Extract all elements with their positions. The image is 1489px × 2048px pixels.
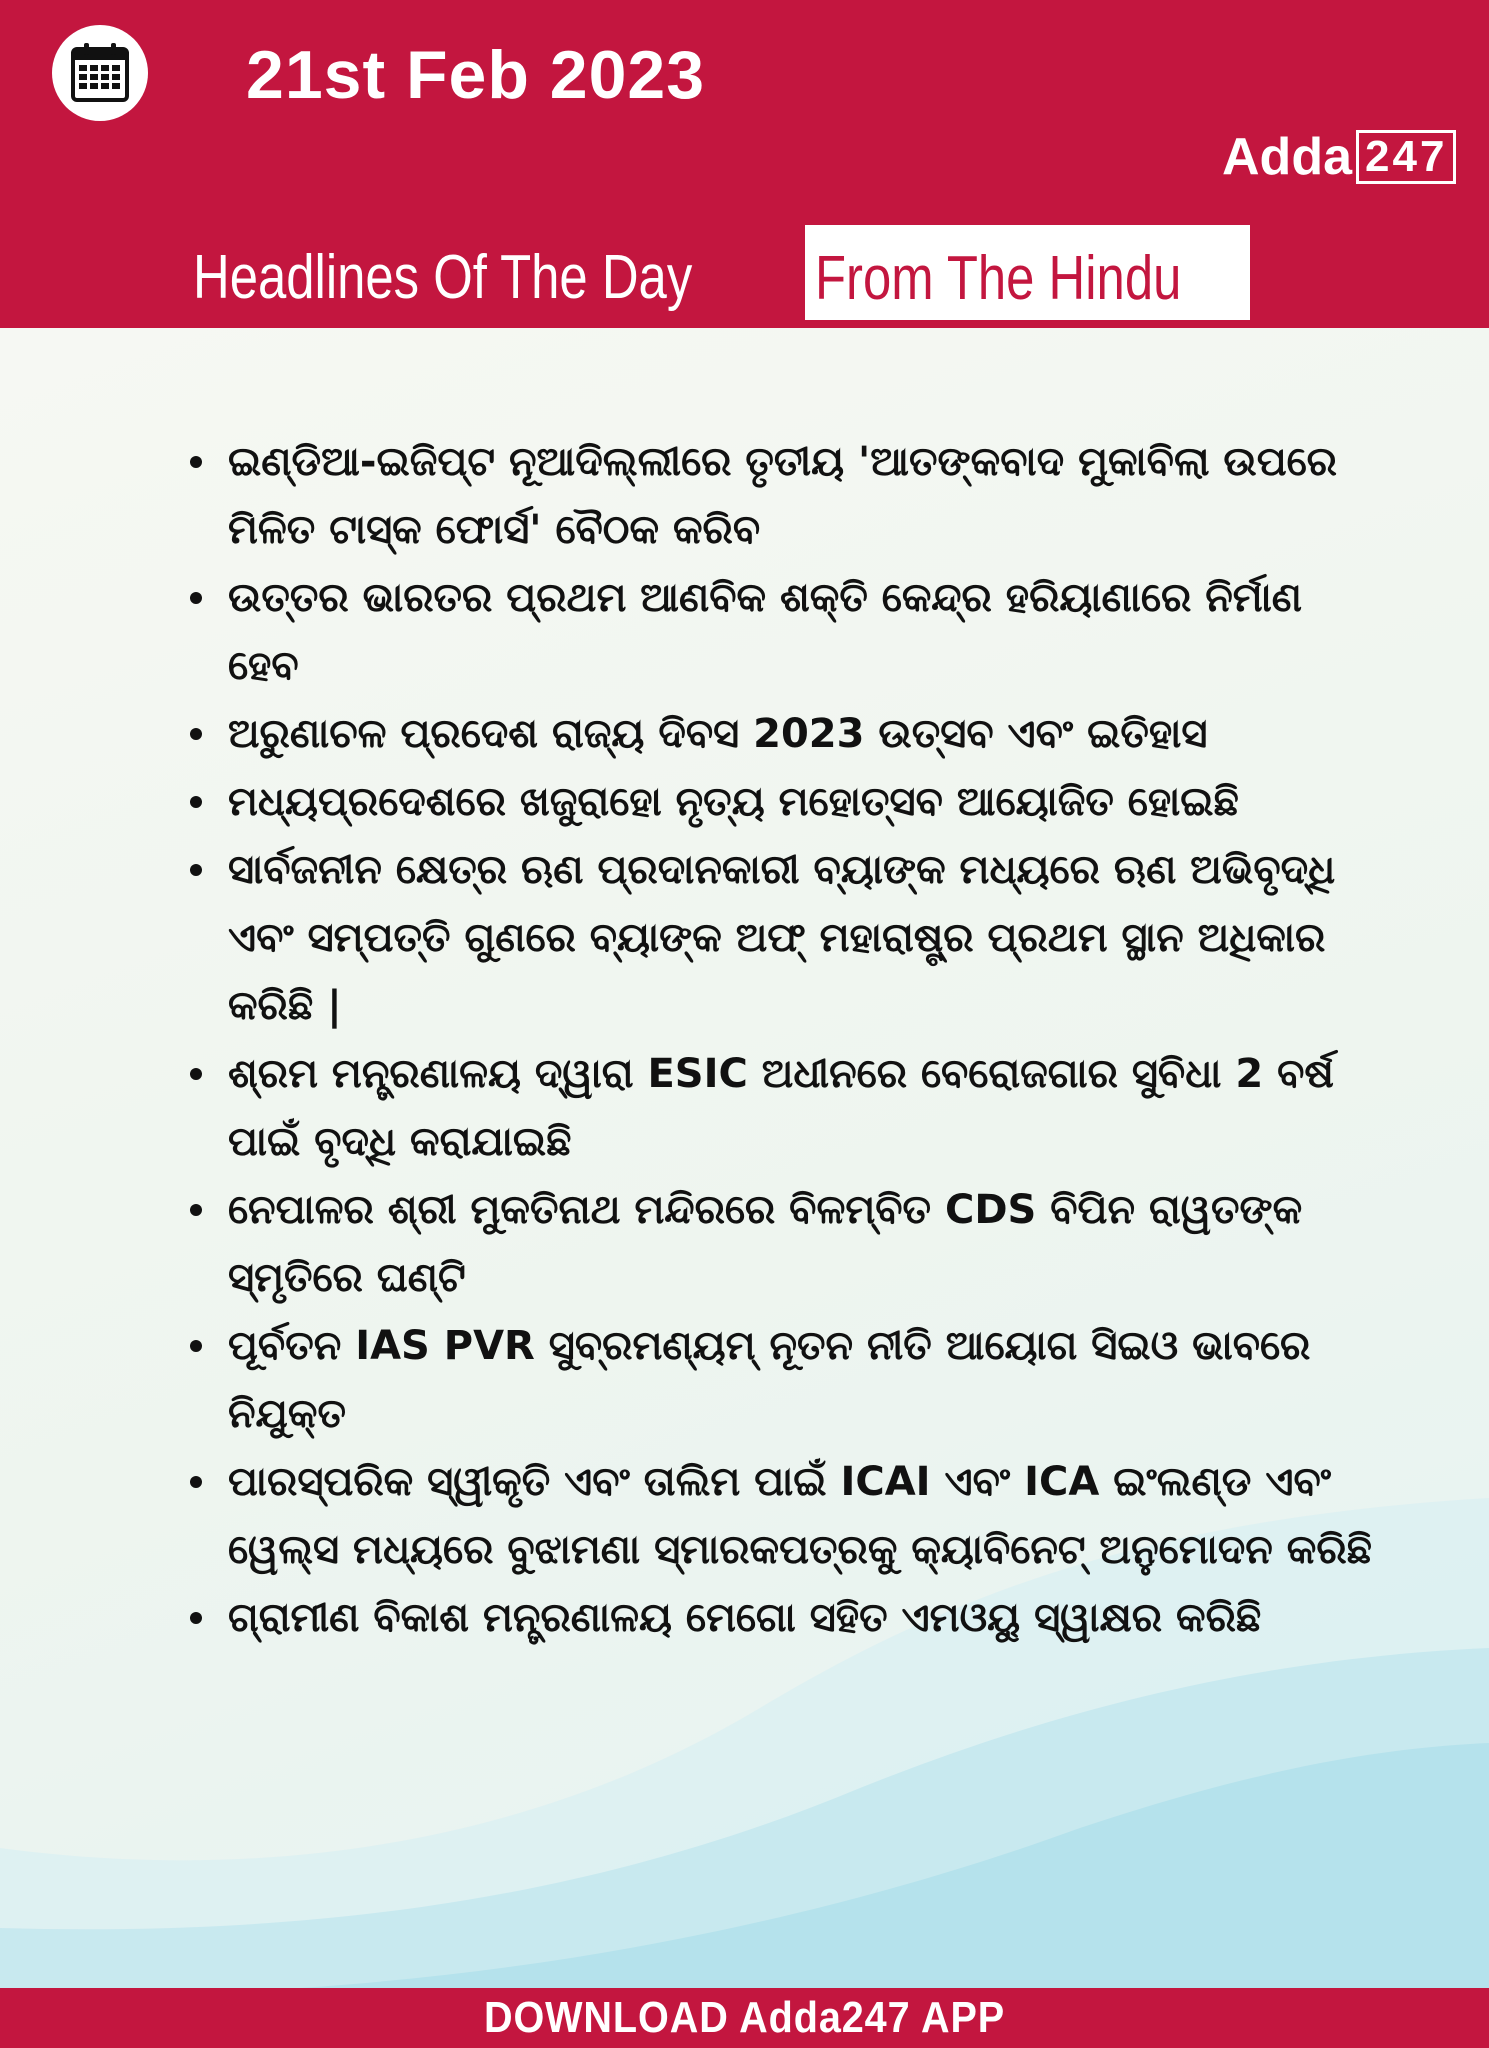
date-label: 21st Feb 2023 xyxy=(246,37,706,113)
source-label: From The Hindu xyxy=(815,244,1182,313)
headline-item: ଉତ୍ତର ଭାରତର ପ୍ରଥମ ଆଣବିକ ଶକ୍ତି କେନ୍ଦ୍ର ହରିୟାଣାରେ ନିର୍ମାଣ ହେବ xyxy=(190,564,1380,700)
page-title: Headlines Of The Day xyxy=(193,243,693,312)
headline-list xyxy=(190,428,1380,1652)
headline-item: ଶ୍ରମ ମନ୍ତ୍ରଣାଳୟ ଦ୍ୱାରା ESIC ଅଧୀନରେ ବେରୋଜଗାର ସୁବିଧା 2 ବର୍ଷ ପାଇଁ ବୃଦ୍ଧି କରାଯାଇଛି xyxy=(190,1040,1380,1176)
calendar-icon xyxy=(70,41,130,103)
headline-item: ଇଣ୍ଡିଆ-ଇଜିପ୍ଟ ନୂଆଦିଲ୍ଲୀରେ ତୃତୀୟ 'ଆତଙ୍କବାଦ ମୁକାବିଲା ଉପରେ ମିଳିତ ଟାସ୍କ ଫୋର୍ସ' ବୈଠକ କରିବ xyxy=(190,428,1380,564)
headline-item: ନେପାଳର ଶ୍ରୀ ମୁକତିନାଥ ମନ୍ଦିରରେ ବିଳମ୍ବିତ CDS ବିପିନ ରାୱତଙ୍କ ସ୍ମୃତିରେ ଘଣ୍ଟି xyxy=(190,1176,1380,1312)
source-badge xyxy=(805,225,1250,320)
headline-item: ମଧ୍ୟପ୍ରଦେଶରେ ଖଜୁରାହୋ ନୃତ୍ୟ ମହୋତ୍ସବ ଆୟୋଜିତ ହୋଇଛି xyxy=(190,768,1380,836)
headline-item: ପାରସ୍ପରିକ ସ୍ୱୀକୃତି ଏବଂ ତାଲିମ ପାଇଁ ICAI ଏବଂ ICA ଇଂଲଣ୍ଡ ଏବଂ ୱେଲ୍ସ ମଧ୍ୟରେ ବୁଝାମଣା ସ୍ମାରକପତ୍ରକୁ କ୍ୟାବିନେଟ୍ ଅନୁମୋଦନ କରିଛି xyxy=(190,1448,1380,1584)
headline-item: ସାର୍ବଜନୀନ କ୍ଷେତ୍ର ଋଣ ପ୍ରଦାନକାରୀ ବ୍ୟାଙ୍କ ମଧ୍ୟରେ ଋଣ ଅଭିବୃଦ୍ଧି ଏବଂ ସମ୍ପତ୍ତି ଗୁଣରେ ବ୍ୟାଙ୍କ ଅଫ୍ ମହାରାଷ୍ଟ୍ର ପ୍ରଥମ ସ୍ଥାନ ଅଧିକାର କରିଛି | xyxy=(190,836,1380,1040)
headline-item: ଗ୍ରାମୀଣ ବିକାଶ ମନ୍ତ୍ରଣାଳୟ ମେଗୋ ସହିତ ଏମଓୟୁ ସ୍ୱାକ୍ଷର କରିଛି xyxy=(190,1584,1380,1652)
headline-item: ଅରୁଣାଚଳ ପ୍ରଦେଶ ରାଜ୍ୟ ଦିବସ 2023 ଉତ୍ସବ ଏବଂ ଇତିହାସ xyxy=(190,700,1380,768)
headlines-panel xyxy=(0,328,1489,1988)
logo-text: Adda xyxy=(1222,128,1352,186)
download-app-label[interactable]: DOWNLOAD Adda247 APP xyxy=(483,1993,1006,2042)
logo-number: 247 xyxy=(1356,130,1456,184)
download-footer[interactable] xyxy=(0,1988,1489,2048)
headline-item: ପୂର୍ବତନ IAS PVR ସୁବ୍ରମଣ୍ୟମ୍ ନୂତନ ନୀତି ଆୟୋଗ ସିଇଓ ଭାବରେ ନିଯୁକ୍ତ xyxy=(190,1312,1380,1448)
adda247-logo xyxy=(1222,128,1456,186)
calendar-badge xyxy=(52,25,148,121)
header-banner xyxy=(0,0,1489,328)
